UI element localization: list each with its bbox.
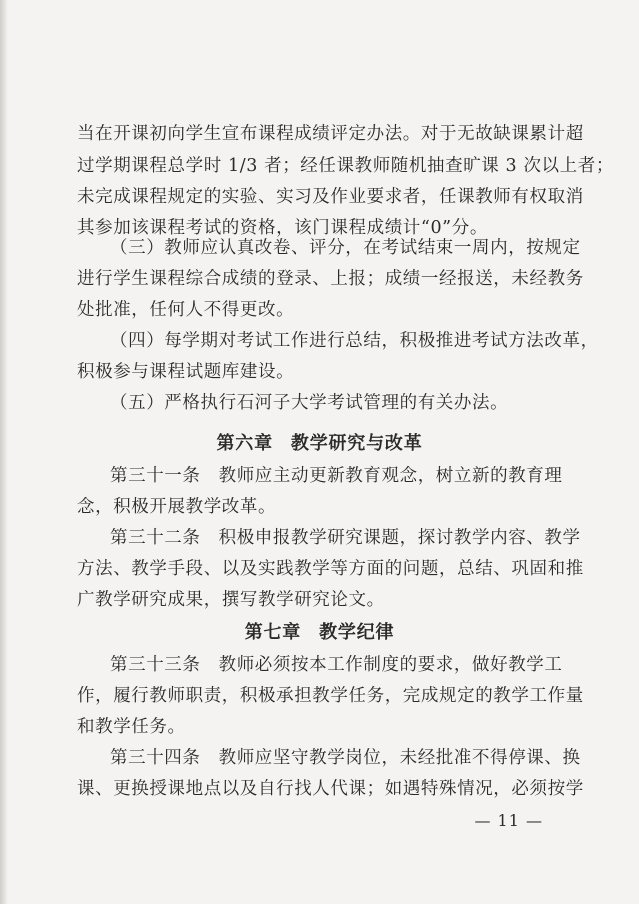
text-line: （四）每学期对考试工作进行总结，积极推进考试方法改革， xyxy=(110,331,599,351)
text-line: （五）严格执行石河子大学考试管理的有关办法。 xyxy=(110,393,509,413)
page-number: — 11 — xyxy=(474,811,543,830)
text-line: 第三十一条 教师应主动更新教育观念，树立新的教育理 xyxy=(110,466,563,486)
text-line: 广教学研究成果，撰写教学研究论文。 xyxy=(77,590,385,610)
text-line: 积极参与课程试题库建设。 xyxy=(77,362,295,382)
text-line: 当在开课初向学生宣布课程成绩评定办法。对于无故缺课累计超 xyxy=(77,124,584,144)
text-line: 念，积极开展教学改革。 xyxy=(77,497,277,517)
text-line: 方法、教学手段、以及实践教学等方面的问题，总结、巩固和推 xyxy=(77,559,584,579)
text-line: 未完成课程规定的实验、实习及作业要求者，任课教师有权取消 xyxy=(77,187,584,207)
chapter-heading-6 xyxy=(0,433,639,455)
chapter-number: 第七章 xyxy=(244,622,302,643)
text-line: 过学期课程总学时 1/3 者；经任课教师随机抽查旷课 3 次以上者； xyxy=(77,156,614,176)
text-line: 和教学任务。 xyxy=(77,717,186,737)
text-line: 课、更换授课地点以及自行找人代课；如遇特殊情况，必须按学 xyxy=(77,779,584,799)
chapter-title: 教学研究与改革 xyxy=(290,433,423,454)
text-line: 进行学生课程综合成绩的登录、上报；成绩一经报送，未经教务 xyxy=(77,269,584,289)
text-line: 第三十四条 教师应坚守教学岗位，未经批准不得停课、换 xyxy=(110,748,581,768)
text-line: 第三十三条 教师必须按本工作制度的要求，做好教学工 xyxy=(110,655,563,675)
text-line: （三）教师应认真改卷、评分，在考试结束一周内，按规定 xyxy=(110,238,581,258)
chapter-title: 教学纪律 xyxy=(319,622,395,643)
chapter-heading-7 xyxy=(0,622,639,644)
text-line: 其参加该课程考试的资格，该门课程成绩计“0”分。 xyxy=(77,218,488,238)
text-line: 作，履行教师职责，积极承担教学任务，完成规定的教学工作量 xyxy=(77,686,584,706)
text-line: 第三十二条 积极申报教学研究课题，探讨教学内容、教学 xyxy=(110,528,581,548)
text-line: 处批准，任何人不得更改。 xyxy=(77,300,295,320)
chapter-number: 第六章 xyxy=(216,433,273,454)
